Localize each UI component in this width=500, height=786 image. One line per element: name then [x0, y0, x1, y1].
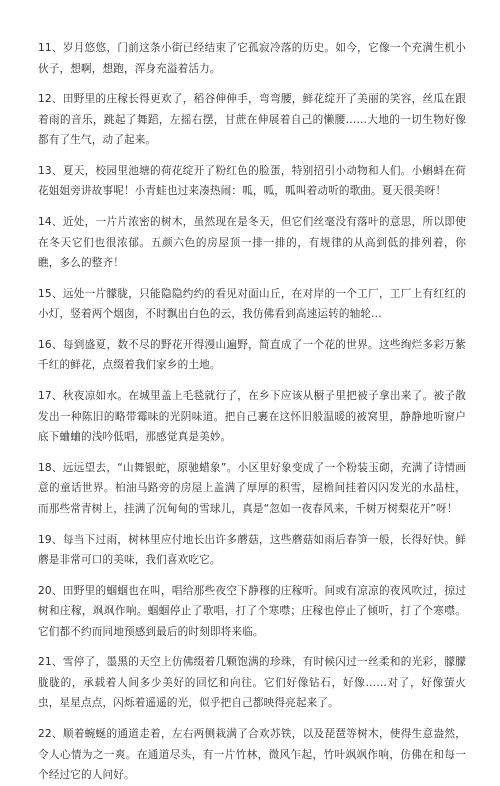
paragraph-13: 13、夏天，校园里池塘的荷花绽开了粉红色的脸蛋，特别招引小动物和人们。小蝌蚪在荷花姐姐旁讲故事呢！小青蛙也过来凑热闹：呱，呱，呱叫着动听的歌曲。夏天很美呀！: [38, 164, 466, 198]
paragraph-22: 22、顺着蜿蜒的通道走着，左右两侧栽满了合欢苏铁，以及琵琶等树木，使得生意盎然，令人心情为之一爽。在通道尽头，有一片竹林，微风乍起，竹叶飒飒作响，仿佛在和每一个经过它的人问好。: [38, 728, 466, 782]
paragraph-19: 19、每当下过雨，树林里应付地长出许多蘑菇，这些蘑菇如雨后春笋一般，长得好快。鲜蘑是非常可口的美味，我们喜欢吃它。: [38, 533, 466, 566]
paragraph-18: 18、远远望去，“山舞银蛇，原驰蜡象”。小区里好象变成了一个粉装玉砌，充满了诗情画意的童话世界。柏油马路旁的房屋上盖满了厚厚的积雪，屋檐间挂着闪闪发光的水晶柱，而那些常青树上，挂满了沉甸甸的雪球儿，真是“忽如一夜春风来，千树万树梨花开”呀！: [38, 461, 466, 515]
paragraph-12: 12、田野里的庄稼长得更欢了，稻谷伸伸手，弯弯腰，鲜花绽开了美丽的笑容，丝瓜在跟着雨的音乐，跳起了舞蹈，左摇右摆，甘蔗在伸展着自己的懒腰……大地的一切生物好像都有了生气，动了起来。: [38, 93, 466, 147]
paragraph-16: 16、每到盛夏，数不尽的野花开得漫山遍野，简直成了一个花的世界。这些绚烂多彩万紫千红的鲜花，点缀着我们家乡的土地。: [38, 338, 466, 372]
paragraph-11: 11、岁月悠悠，门前这条小街已经结束了它孤寂冷落的历史。如今，它像一个充满生机小伙子，想啊，想跑，浑身充溢着活力。: [38, 42, 466, 75]
paragraph-21: 21、雪停了，墨黑的天空上仿佛缀着几颗饱满的珍珠，有时候闪过一丝柔和的光彩，朦朦胧胧的，承载着人间多少美好的回忆和向往。它们好像钻石，好像……对了，好像萤火虫，星星点点，闪烁着遥遥的光，似乎把自己都映得亮起来了。: [38, 656, 466, 710]
paragraph-17: 17、秋夜凉如水。在城里盖上毛毯就行了，在乡下应该从橱子里把被子拿出来了。被子散发出一种陈旧的略带霉味的光阴味道。把自己裹在这怀旧般温暖的被窝里，静静地听窗户底下蛐蛐的浅吟低唱，那感觉真是美妙。: [38, 390, 466, 444]
paragraph-15: 15、远处一片朦胧，只能隐隐约约的看见对面山丘，在对岸的一个工厂，工厂上有红红的小灯，竖着两个烟囱，不时飘出白色的云，我仿佛看到高速运转的轴轮…: [38, 287, 466, 321]
paragraph-20: 20、田野里的蝈蝈也在叫，唱给那些夜空下静穆的庄稼听。间或有凉凉的夜风吹过，掠过树和庄稼，飒飒作响。蝈蝈停止了歌唱，打了个寒噤；庄稼也停止了倾听，打了个寒噤。它们都不约而同地预感到最后的时刻即将来临。: [38, 584, 466, 638]
paragraph-14: 14、近处，一片片浓密的树木，虽然现在是冬天，但它们丝毫没有落叶的意思，所以即使在冬天它们也很浓郁。五颜六色的房屋顶一排一排的，有规律的从高到低的排列着，你瞧，多么的整齐！: [38, 216, 466, 270]
